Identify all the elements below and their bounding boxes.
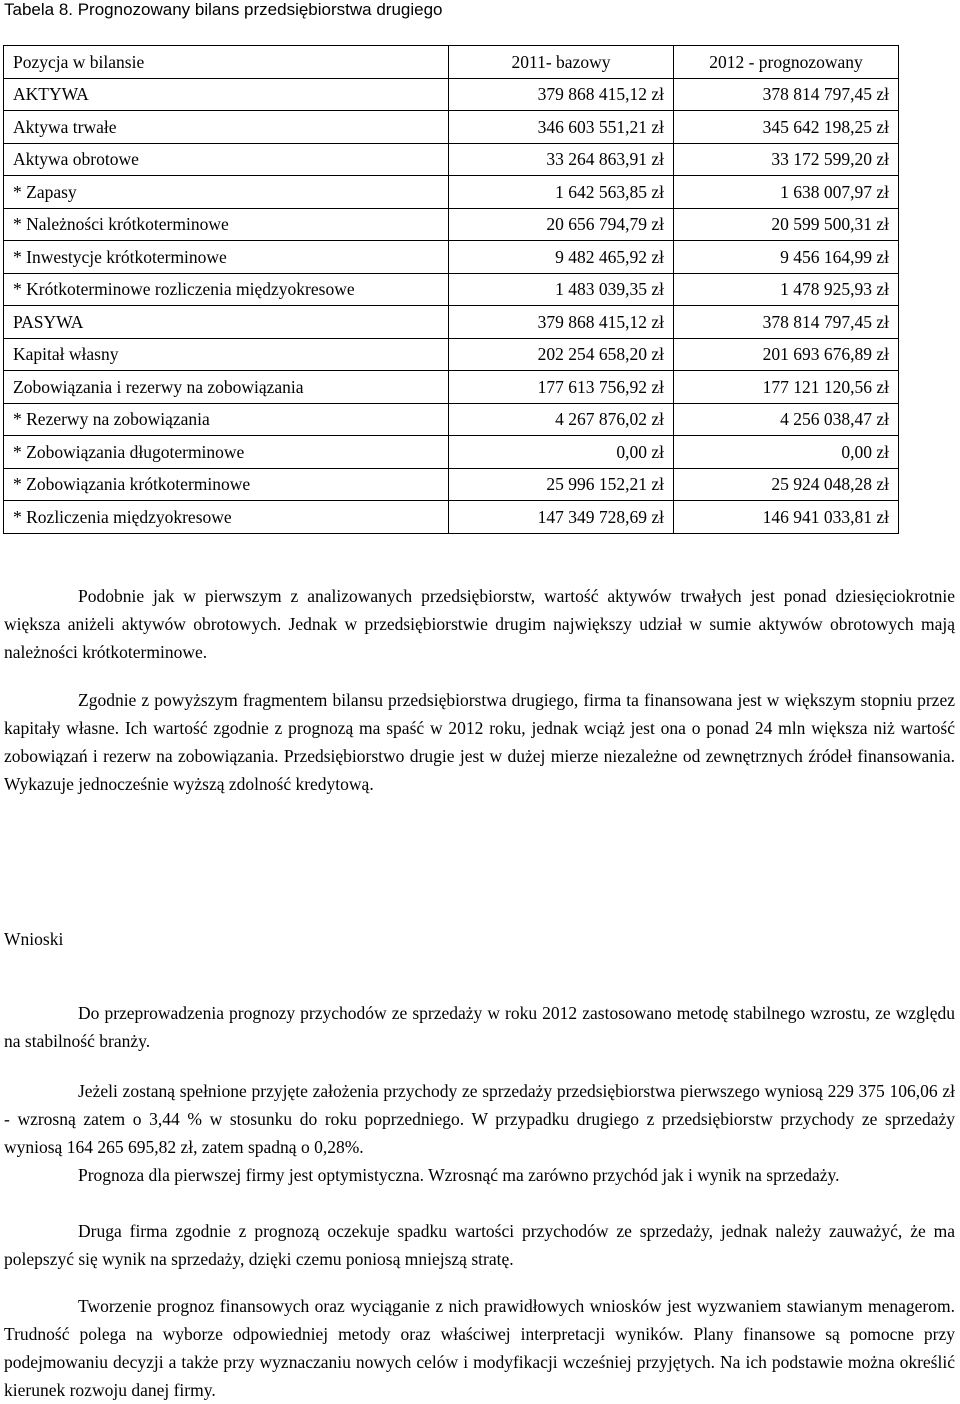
row-base-value: 20 656 794,79 zł: [449, 208, 674, 241]
table-row: [4, 143, 899, 176]
paragraph-equity-financing: Zgodnie z powyższym fragmentem bilansu przedsiębiorstwa drugiego, firma ta finansowana jest w większym stopniu przez kapitały własne. Ich wartość zgodnie z prognozą ma spaść w 2012 roku, jednak wciąż jest ona o ponad 24 mln większa niż wartość zobowiązań i rezerw na zobowiązania. Przedsiębiorstwo drugie jest w dużej mierze niezależne od zewnętrznych źródeł finansowania. Wykazuje jednocześnie wyższą zdolność kredytową.: [4, 690, 955, 794]
row-forecast-value: 378 814 797,45 zł: [674, 306, 899, 339]
table-row: [4, 78, 899, 111]
row-base-value: 379 868 415,12 zł: [449, 78, 674, 111]
row-label: * Zobowiązania długoterminowe: [4, 436, 449, 469]
table-row: [4, 208, 899, 241]
row-forecast-value: 0,00 zł: [674, 436, 899, 469]
row-label: * Rezerwy na zobowiązania: [4, 403, 449, 436]
row-base-value: 177 613 756,92 zł: [449, 371, 674, 404]
paragraph-second-firm-outlook: Druga firma zgodnie z prognozą oczekuje spadku wartości przychodów ze sprzedaży, jednak należy zauważyć, że ma polepszyć się wynik na sprzedaży, dzięki czemu poniosą mniejszą stratę.: [4, 1221, 955, 1269]
row-forecast-value: 33 172 599,20 zł: [674, 143, 899, 176]
row-label: Aktywa obrotowe: [4, 143, 449, 176]
row-label: Kapitał własny: [4, 338, 449, 371]
table-row: [4, 468, 899, 501]
row-label: * Należności krótkoterminowe: [4, 208, 449, 241]
row-forecast-value: 20 599 500,31 zł: [674, 208, 899, 241]
row-forecast-value: 378 814 797,45 zł: [674, 78, 899, 111]
row-forecast-value: 146 941 033,81 zł: [674, 501, 899, 534]
paragraph-first-firm-outlook: Prognoza dla pierwszej firmy jest optymistyczna. Wzrosnąć ma zarówno przychód jak i wynik na sprzedaży.: [78, 1165, 840, 1185]
row-label: PASYWA: [4, 306, 449, 339]
row-forecast-value: 9 456 164,99 zł: [674, 241, 899, 274]
row-label: * Zobowiązania krótkoterminowe: [4, 468, 449, 501]
row-base-value: 4 267 876,02 zł: [449, 403, 674, 436]
row-base-value: 147 349 728,69 zł: [449, 501, 674, 534]
row-base-value: 33 264 863,91 zł: [449, 143, 674, 176]
row-forecast-value: 177 121 120,56 zł: [674, 371, 899, 404]
row-label: * Rozliczenia międzyokresowe: [4, 501, 449, 534]
paragraph-revenue-forecast: Jeżeli zostaną spełnione przyjęte założenia przychody ze sprzedaży przedsiębiorstwa pierwszego wyniosą 229 375 106,06 zł - wzrosną zatem o 3,44 % w stosunku do roku poprzedniego. W przypadku drugiego z przedsiębiorstw przychody ze sprzedaży wyniosą 164 265 695,82 zł, zatem spadną o 0,28%.: [4, 1081, 955, 1157]
row-base-value: 1 642 563,85 zł: [449, 176, 674, 209]
row-forecast-value: 201 693 676,89 zł: [674, 338, 899, 371]
column-header-base-year: 2011- bazowy: [449, 46, 674, 79]
column-header-forecast-year: 2012 - prognozowany: [674, 46, 899, 79]
table-row: [4, 273, 899, 306]
table-row: [4, 241, 899, 274]
row-base-value: 0,00 zł: [449, 436, 674, 469]
paragraph-financial-forecasting: Tworzenie prognoz finansowych oraz wyciąganie z nich prawidłowych wniosków jest wyzwaniem stawianym menagerom. Trudność polega na wyborze odpowiedniej metody oraz właściwej interpretacji wyników. Plany finansowe są pomocne przy podejmowaniu decyzji a także przy wyznaczaniu nowych celów i modyfikacji wcześniej przyjętych. Na ich podstawie można określić kierunek rozwoju danej firmy.: [4, 1296, 955, 1400]
table-header-row: [4, 46, 899, 79]
table-row: [4, 306, 899, 339]
row-base-value: 25 996 152,21 zł: [449, 468, 674, 501]
row-base-value: 1 483 039,35 zł: [449, 273, 674, 306]
table-row: [4, 501, 899, 534]
table-row: [4, 403, 899, 436]
row-base-value: 202 254 658,20 zł: [449, 338, 674, 371]
row-base-value: 9 482 465,92 zł: [449, 241, 674, 274]
row-label: * Krótkoterminowe rozliczenia międzyokresowe: [4, 273, 449, 306]
table-caption: Tabela 8. Prognozowany bilans przedsiębiorstwa drugiego: [4, 0, 443, 19]
table-row: [4, 436, 899, 469]
row-label: * Zapasy: [4, 176, 449, 209]
row-forecast-value: 4 256 038,47 zł: [674, 403, 899, 436]
row-base-value: 379 868 415,12 zł: [449, 306, 674, 339]
balance-table: [3, 45, 899, 534]
row-label: Zobowiązania i rezerwy na zobowiązania: [4, 371, 449, 404]
table-row: [4, 371, 899, 404]
row-label: AKTYWA: [4, 78, 449, 111]
row-forecast-value: 345 642 198,25 zł: [674, 111, 899, 144]
table-row: [4, 338, 899, 371]
paragraph-assets-structure: Podobnie jak w pierwszym z analizowanych przedsiębiorstw, wartość aktywów trwałych jest ponad dziesięciokrotnie większa aniżeli aktywów obrotowych. Jednak w przedsiębiorstwie drugim największy udział w sumie aktywów obrotowych mają należności krótkoterminowe.: [4, 586, 955, 662]
column-header-position: Pozycja w bilansie: [4, 46, 449, 79]
section-heading-conclusions: Wnioski: [4, 929, 64, 949]
paragraph-forecast-method: Do przeprowadzenia prognozy przychodów ze sprzedaży w roku 2012 zastosowano metodę stabilnego wzrostu, ze względu na stabilność branży.: [4, 1003, 955, 1051]
table-row: [4, 111, 899, 144]
row-base-value: 346 603 551,21 zł: [449, 111, 674, 144]
table-row: [4, 176, 899, 209]
row-label: Aktywa trwałe: [4, 111, 449, 144]
row-label: * Inwestycje krótkoterminowe: [4, 241, 449, 274]
row-forecast-value: 1 478 925,93 zł: [674, 273, 899, 306]
row-forecast-value: 1 638 007,97 zł: [674, 176, 899, 209]
row-forecast-value: 25 924 048,28 zł: [674, 468, 899, 501]
